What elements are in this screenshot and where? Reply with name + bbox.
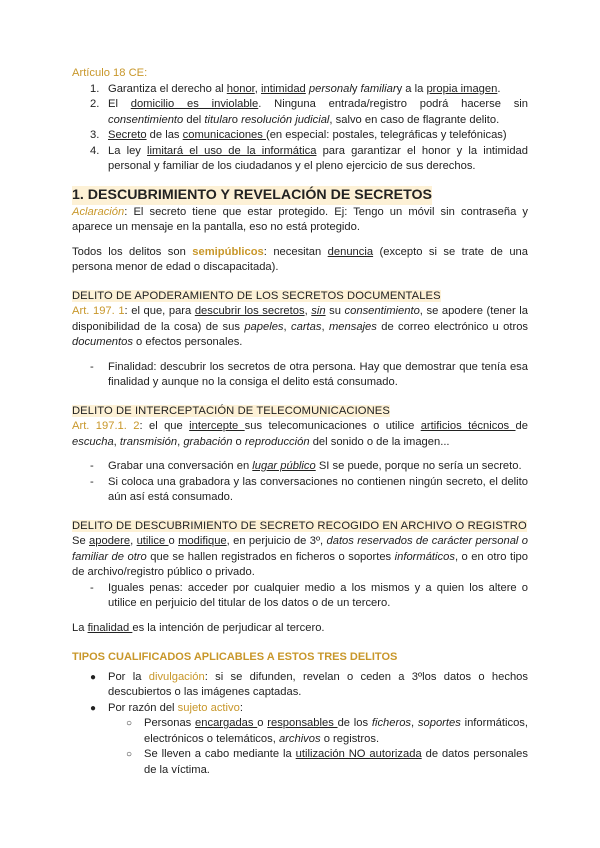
tipos-list <box>72 670 528 779</box>
sujeto-subitem-1: ○ Personas encargadas o responsables de los ficheros, soportes informáticos, electrónicos o telemáticos, archivos o registros. <box>126 717 529 745</box>
aclaracion-paragraph: Aclaración: El secreto tiene que estar protegido. Ej: Tengo un móvil sin contraseña y aparece un mensaje en la pantalla, eso no está protegido. <box>72 205 528 233</box>
delito2-paragraph: Art. 197.1. 2: el que intercepte sus telecomunicaciones o utilice artificios técnicos de escucha, transmisión, grabación o reproducción del sonido o de la imagen... <box>72 420 528 448</box>
sujeto-sublist <box>108 716 528 778</box>
art18-item-4: 4. La ley limitará el uso de la informática para garantizar el honor y la intimidad personal y familiar de los ciudadanos y el pleno ejercicio de sus derechos. <box>90 144 528 172</box>
delito3-list <box>72 581 528 612</box>
tipos-title: TIPOS CUALIFICADOS APLICABLES A ESTOS TRES DELITOS <box>72 651 398 663</box>
sujeto-subitem-2: ○ Se lleven a cabo mediante la utilización NO autorizada de datos personales de la víctima. <box>126 748 528 776</box>
art18-item-3: 3. Secreto de las comunicaciones (en especial: postales, telegráficas y telefónicas) <box>90 129 507 141</box>
document-content <box>72 66 528 778</box>
delito2-title: DELITO DE INTERCEPTACIÓN DE TELECOMUNICACIONES <box>72 404 390 417</box>
art18-heading: Artículo 18 CE: <box>72 67 148 79</box>
delito2-bullet-1: - Grabar una conversación en lugar público SI se puede, porque no sería un secreto. <box>90 460 522 472</box>
semipublicos-paragraph: Todos los delitos son semipúblicos: necesitan denuncia (excepto si se trate de una persona menor de edad o discapacitada). <box>72 245 528 273</box>
delito1-title: DELITO DE APODERAMIENTO DE LOS SECRETOS DOCUMENTALES <box>72 289 441 302</box>
delito2-bullet-2: - Si coloca una grabadora y las conversaciones no contienen ningún secreto, el delito aún así está consumado. <box>90 475 528 503</box>
tipos-bullet-divulgacion: ● Por la divulgación: si se difunden, revelan o ceden a 3ºlos datos o hechos descubiertos o las imágenes captadas. <box>90 670 528 698</box>
delito1-list <box>72 360 528 391</box>
delito3-title: DELITO DE DESCUBRIMIENTO DE SECRETO RECOGIDO EN ARCHIVO O REGISTRO <box>72 519 527 532</box>
delito1-bullet: - Finalidad: descubrir los secretos de otra persona. Hay que demostrar que tenía esa finalidad y aunque no la consiga el delito está consumado. <box>90 360 528 388</box>
finalidad-paragraph: La finalidad es la intención de perjudicar al tercero. <box>72 621 325 634</box>
delito2-list <box>72 459 528 506</box>
delito3-bullet: - Iguales penas: acceder por cualquier medio a los mismos y a quien los altere o utilice en perjuicio del titular de los datos o de un tercero. <box>90 581 528 609</box>
art18-item-1: 1. Garantiza el derecho al honor, intimidad personaly familiary a la propia imagen. <box>90 82 501 95</box>
delito1-paragraph: Art. 197. 1: el que, para descubrir los secretos, sin su consentimiento, se apodere (tener la disponibilidad de la cosa) de sus papeles, cartas, mensajes de correo electrónico u otros documentos o efectos personales. <box>72 305 529 348</box>
section-title: 1. DESCUBRIMIENTO Y REVELACIÓN DE SECRETOS <box>72 186 433 203</box>
delito3-paragraph: Se apodere, utilice o modifique, en perjuicio de 3º, datos reservados de carácter personal o familiar de otro que se hallen registrados en ficheros o soportes informáticos, o en otro tipo de archivo/registro público o privado. <box>72 535 528 578</box>
art18-list <box>72 82 528 175</box>
tipos-bullet-sujeto: ● Por razón del sujeto activo: ○ Personas encargadas o responsables de los ficheros, soportes informáticos, electrónicos o telemáticos, archivos o registros. ○ Se lleven a cabo mediante la utilización NO autorizada de datos personales de la víctima. <box>72 701 528 779</box>
art18-item-2: 2. El domicilio es inviolable. Ninguna entrada/registro podrá hacerse sin consentimiento del titularo resolución judicial, salvo en caso de flagrante delito. <box>90 98 528 126</box>
